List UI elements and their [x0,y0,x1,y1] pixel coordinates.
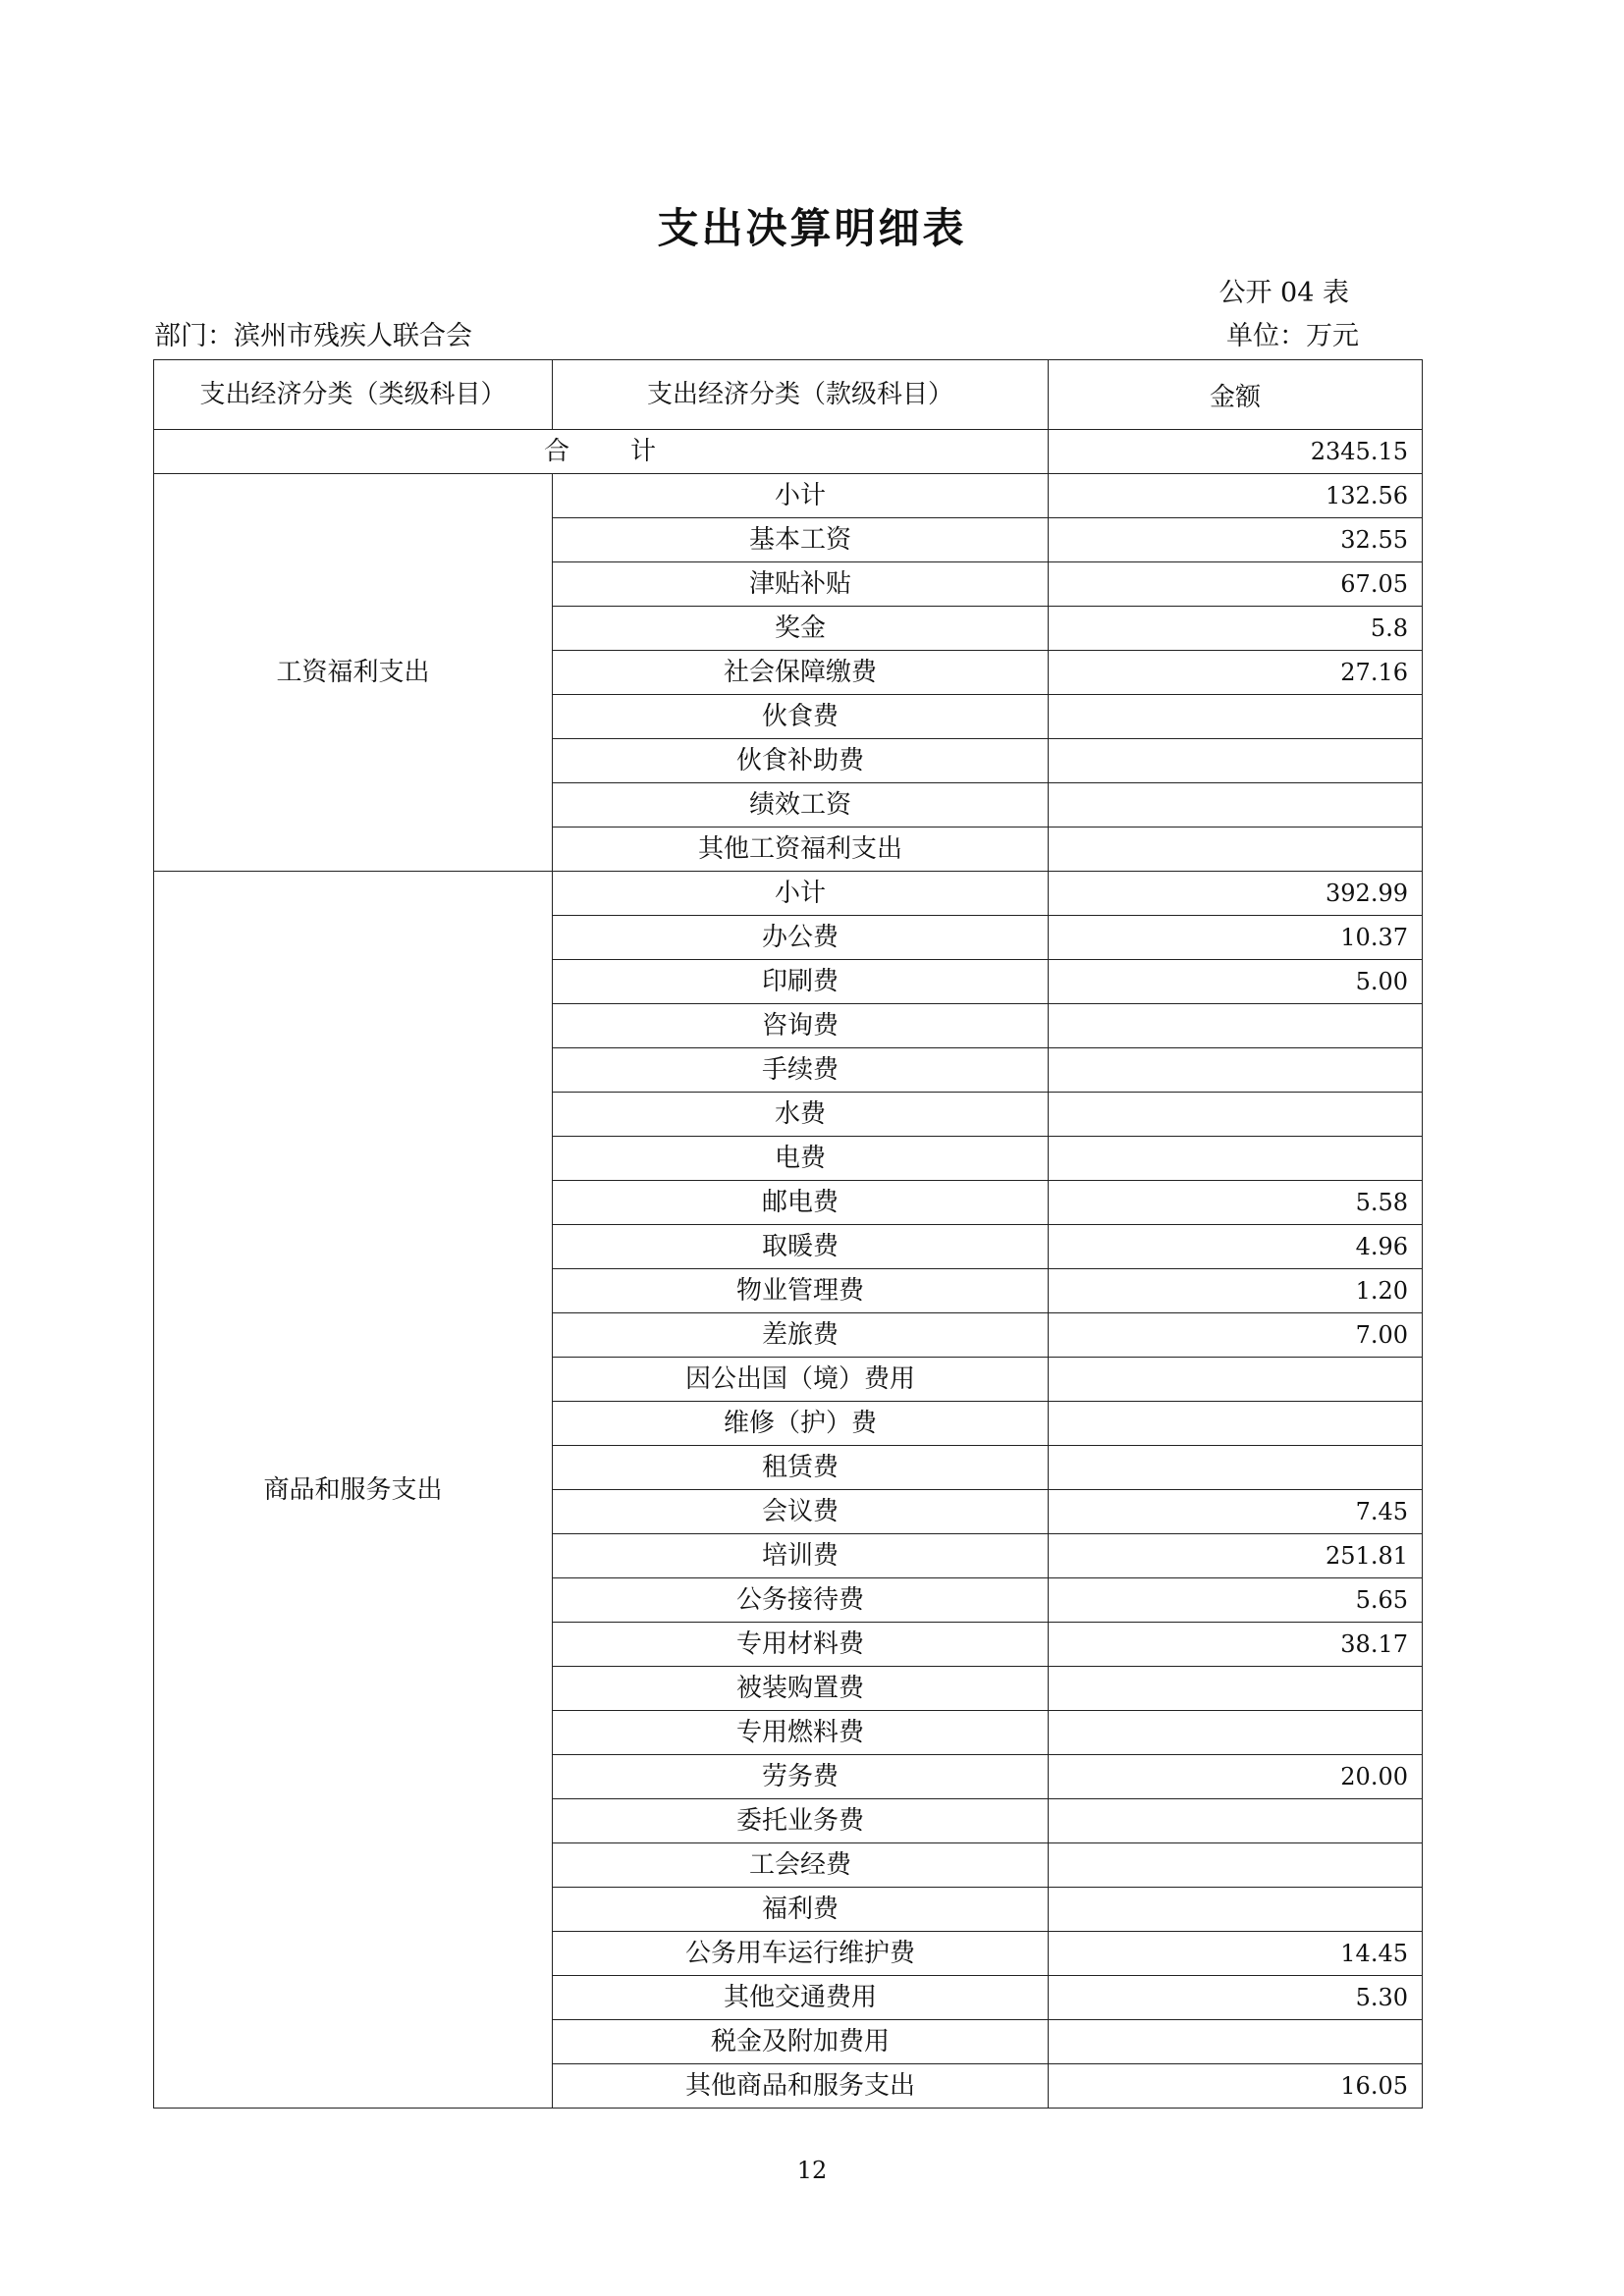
subcategory-cell: 公务接待费 [553,1578,1049,1623]
amount-cell: 5.58 [1049,1181,1423,1225]
subcategory-cell: 小计 [553,872,1049,916]
subcategory-cell: 工会经费 [553,1843,1049,1888]
subcategory-cell: 手续费 [553,1048,1049,1093]
subcategory-cell: 其他商品和服务支出 [553,2064,1049,2109]
subcategory-cell: 小计 [553,474,1049,518]
subcategory-cell: 水费 [553,1093,1049,1137]
amount-cell [1049,1667,1423,1711]
amount-cell: 5.65 [1049,1578,1423,1623]
subcategory-cell: 绩效工资 [553,783,1049,828]
subcategory-cell: 伙食补助费 [553,739,1049,783]
amount-cell: 5.8 [1049,607,1423,651]
amount-cell [1049,1843,1423,1888]
table-row [154,872,1423,916]
subcategory-cell: 专用燃料费 [553,1711,1049,1755]
subcategory-cell: 奖金 [553,607,1049,651]
amount-cell [1049,783,1423,828]
table-row [154,474,1423,518]
amount-cell: 16.05 [1049,2064,1423,2109]
page-number: 12 [796,2157,828,2184]
header-amount: 金额 [1049,360,1423,430]
subcategory-cell: 办公费 [553,916,1049,960]
amount-cell: 7.45 [1049,1490,1423,1534]
amount-cell [1049,1048,1423,1093]
amount-cell [1049,739,1423,783]
subcategory-cell: 福利费 [553,1888,1049,1932]
subcategory-cell: 差旅费 [553,1313,1049,1358]
amount-cell [1049,828,1423,872]
header-subcategory: 支出经济分类（款级科目） [553,360,1049,430]
amount-cell [1049,1446,1423,1490]
amount-cell: 132.56 [1049,474,1423,518]
unit-label: 单位：万元 [1226,321,1359,351]
amount-cell: 7.00 [1049,1313,1423,1358]
expenditure-table [153,359,1423,2109]
subcategory-cell: 津贴补贴 [553,562,1049,607]
total-row [154,430,1423,474]
table-number: 公开 04 表 [1218,278,1349,308]
total-amount: 2345.15 [1049,430,1423,474]
subcategory-cell: 税金及附加费用 [553,2020,1049,2064]
subcategory-cell: 专用材料费 [553,1623,1049,1667]
header-category: 支出经济分类（类级科目） [154,360,553,430]
amount-cell: 10.37 [1049,916,1423,960]
department-label: 部门：滨州市残疾人联合会 [154,321,472,351]
subcategory-cell: 物业管理费 [553,1269,1049,1313]
total-label [154,430,1049,474]
total-label-left: 合 [543,437,571,466]
amount-cell [1049,1799,1423,1843]
subcategory-cell: 电费 [553,1137,1049,1181]
amount-cell: 20.00 [1049,1755,1423,1799]
amount-cell: 14.45 [1049,1932,1423,1976]
amount-cell: 5.00 [1049,960,1423,1004]
subcategory-cell: 印刷费 [553,960,1049,1004]
subcategory-cell: 因公出国（境）费用 [553,1358,1049,1402]
amount-cell [1049,695,1423,739]
amount-cell [1049,1711,1423,1755]
category-cell: 工资福利支出 [154,474,553,872]
subcategory-cell: 咨询费 [553,1004,1049,1048]
amount-cell: 27.16 [1049,651,1423,695]
subcategory-cell: 其他交通费用 [553,1976,1049,2020]
subcategory-cell: 取暖费 [553,1225,1049,1269]
page-title: 支出决算明细表 [657,204,967,252]
amount-cell: 4.96 [1049,1225,1423,1269]
amount-cell: 5.30 [1049,1976,1423,2020]
category-cell: 商品和服务支出 [154,872,553,2109]
subcategory-cell: 基本工资 [553,518,1049,562]
subcategory-cell: 社会保障缴费 [553,651,1049,695]
amount-cell: 38.17 [1049,1623,1423,1667]
total-label-right: 计 [630,437,659,466]
subcategory-cell: 邮电费 [553,1181,1049,1225]
amount-cell: 392.99 [1049,872,1423,916]
header-row [154,360,1423,430]
subcategory-cell: 培训费 [553,1534,1049,1578]
amount-cell [1049,1093,1423,1137]
amount-cell: 251.81 [1049,1534,1423,1578]
subcategory-cell: 劳务费 [553,1755,1049,1799]
subcategory-cell: 被装购置费 [553,1667,1049,1711]
amount-cell [1049,1888,1423,1932]
subcategory-cell: 会议费 [553,1490,1049,1534]
amount-cell [1049,1358,1423,1402]
amount-cell [1049,2020,1423,2064]
amount-cell: 32.55 [1049,518,1423,562]
amount-cell: 67.05 [1049,562,1423,607]
subcategory-cell: 公务用车运行维护费 [553,1932,1049,1976]
subcategory-cell: 伙食费 [553,695,1049,739]
amount-cell: 1.20 [1049,1269,1423,1313]
subcategory-cell: 委托业务费 [553,1799,1049,1843]
amount-cell [1049,1402,1423,1446]
subcategory-cell: 其他工资福利支出 [553,828,1049,872]
amount-cell [1049,1137,1423,1181]
subcategory-cell: 租赁费 [553,1446,1049,1490]
amount-cell [1049,1004,1423,1048]
subcategory-cell: 维修（护）费 [553,1402,1049,1446]
